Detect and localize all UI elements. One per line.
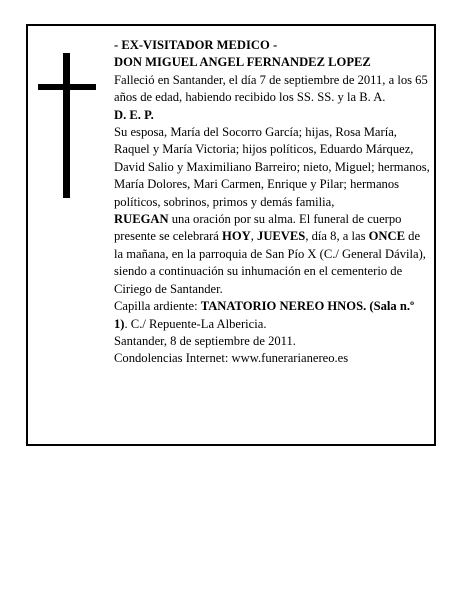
occupation-line: - EX-VISITADOR MEDICO -	[114, 38, 278, 52]
condolences-line: Condolencias Internet: www.funerarianereo.es	[114, 351, 349, 366]
obituary-text	[114, 37, 430, 368]
funeral-paragraph: RUEGAN una oración por su alma. El funeral de cuerpo presente se celebrará HOY, JUEVES, día 8, a las ONCE de la mañana, en la parroquia de San Pío X (C./ General Dávila), siendo a continuación su inhumación en el cementerio de Ciriego de Santander.	[114, 212, 426, 296]
latin-cross-icon-bar	[38, 84, 96, 90]
chapel-line: Capilla ardiente: TANATORIO NEREO HNOS. (Sala n.º 1). C./ Repuente-La Albericia.	[114, 299, 415, 331]
dep-line: D. E. P.	[114, 107, 154, 122]
family-paragraph: Su esposa, María del Socorro García; hijas, Rosa María, Raquel y María Victoria; hijos políticos, Eduardo Márquez, David Salio y Maximiliano Barreiro; nieto, Miguel; hermanos, María Dolores, Mari Carmen, Enrique y Pilar; hermanos políticos, sobrinos, primos y demás familia,	[114, 125, 430, 209]
latin-cross-icon	[63, 53, 70, 198]
date-line: Santander, 8 de septiembre de 2011.	[114, 333, 296, 348]
death-info: Falleció en Santander, el día 7 de septiembre de 2011, a los 65 años de edad, habiendo recibido los SS. SS. y la B. A.	[114, 72, 428, 105]
deceased-name: DON MIGUEL ANGEL FERNANDEZ LOPEZ	[114, 55, 371, 70]
